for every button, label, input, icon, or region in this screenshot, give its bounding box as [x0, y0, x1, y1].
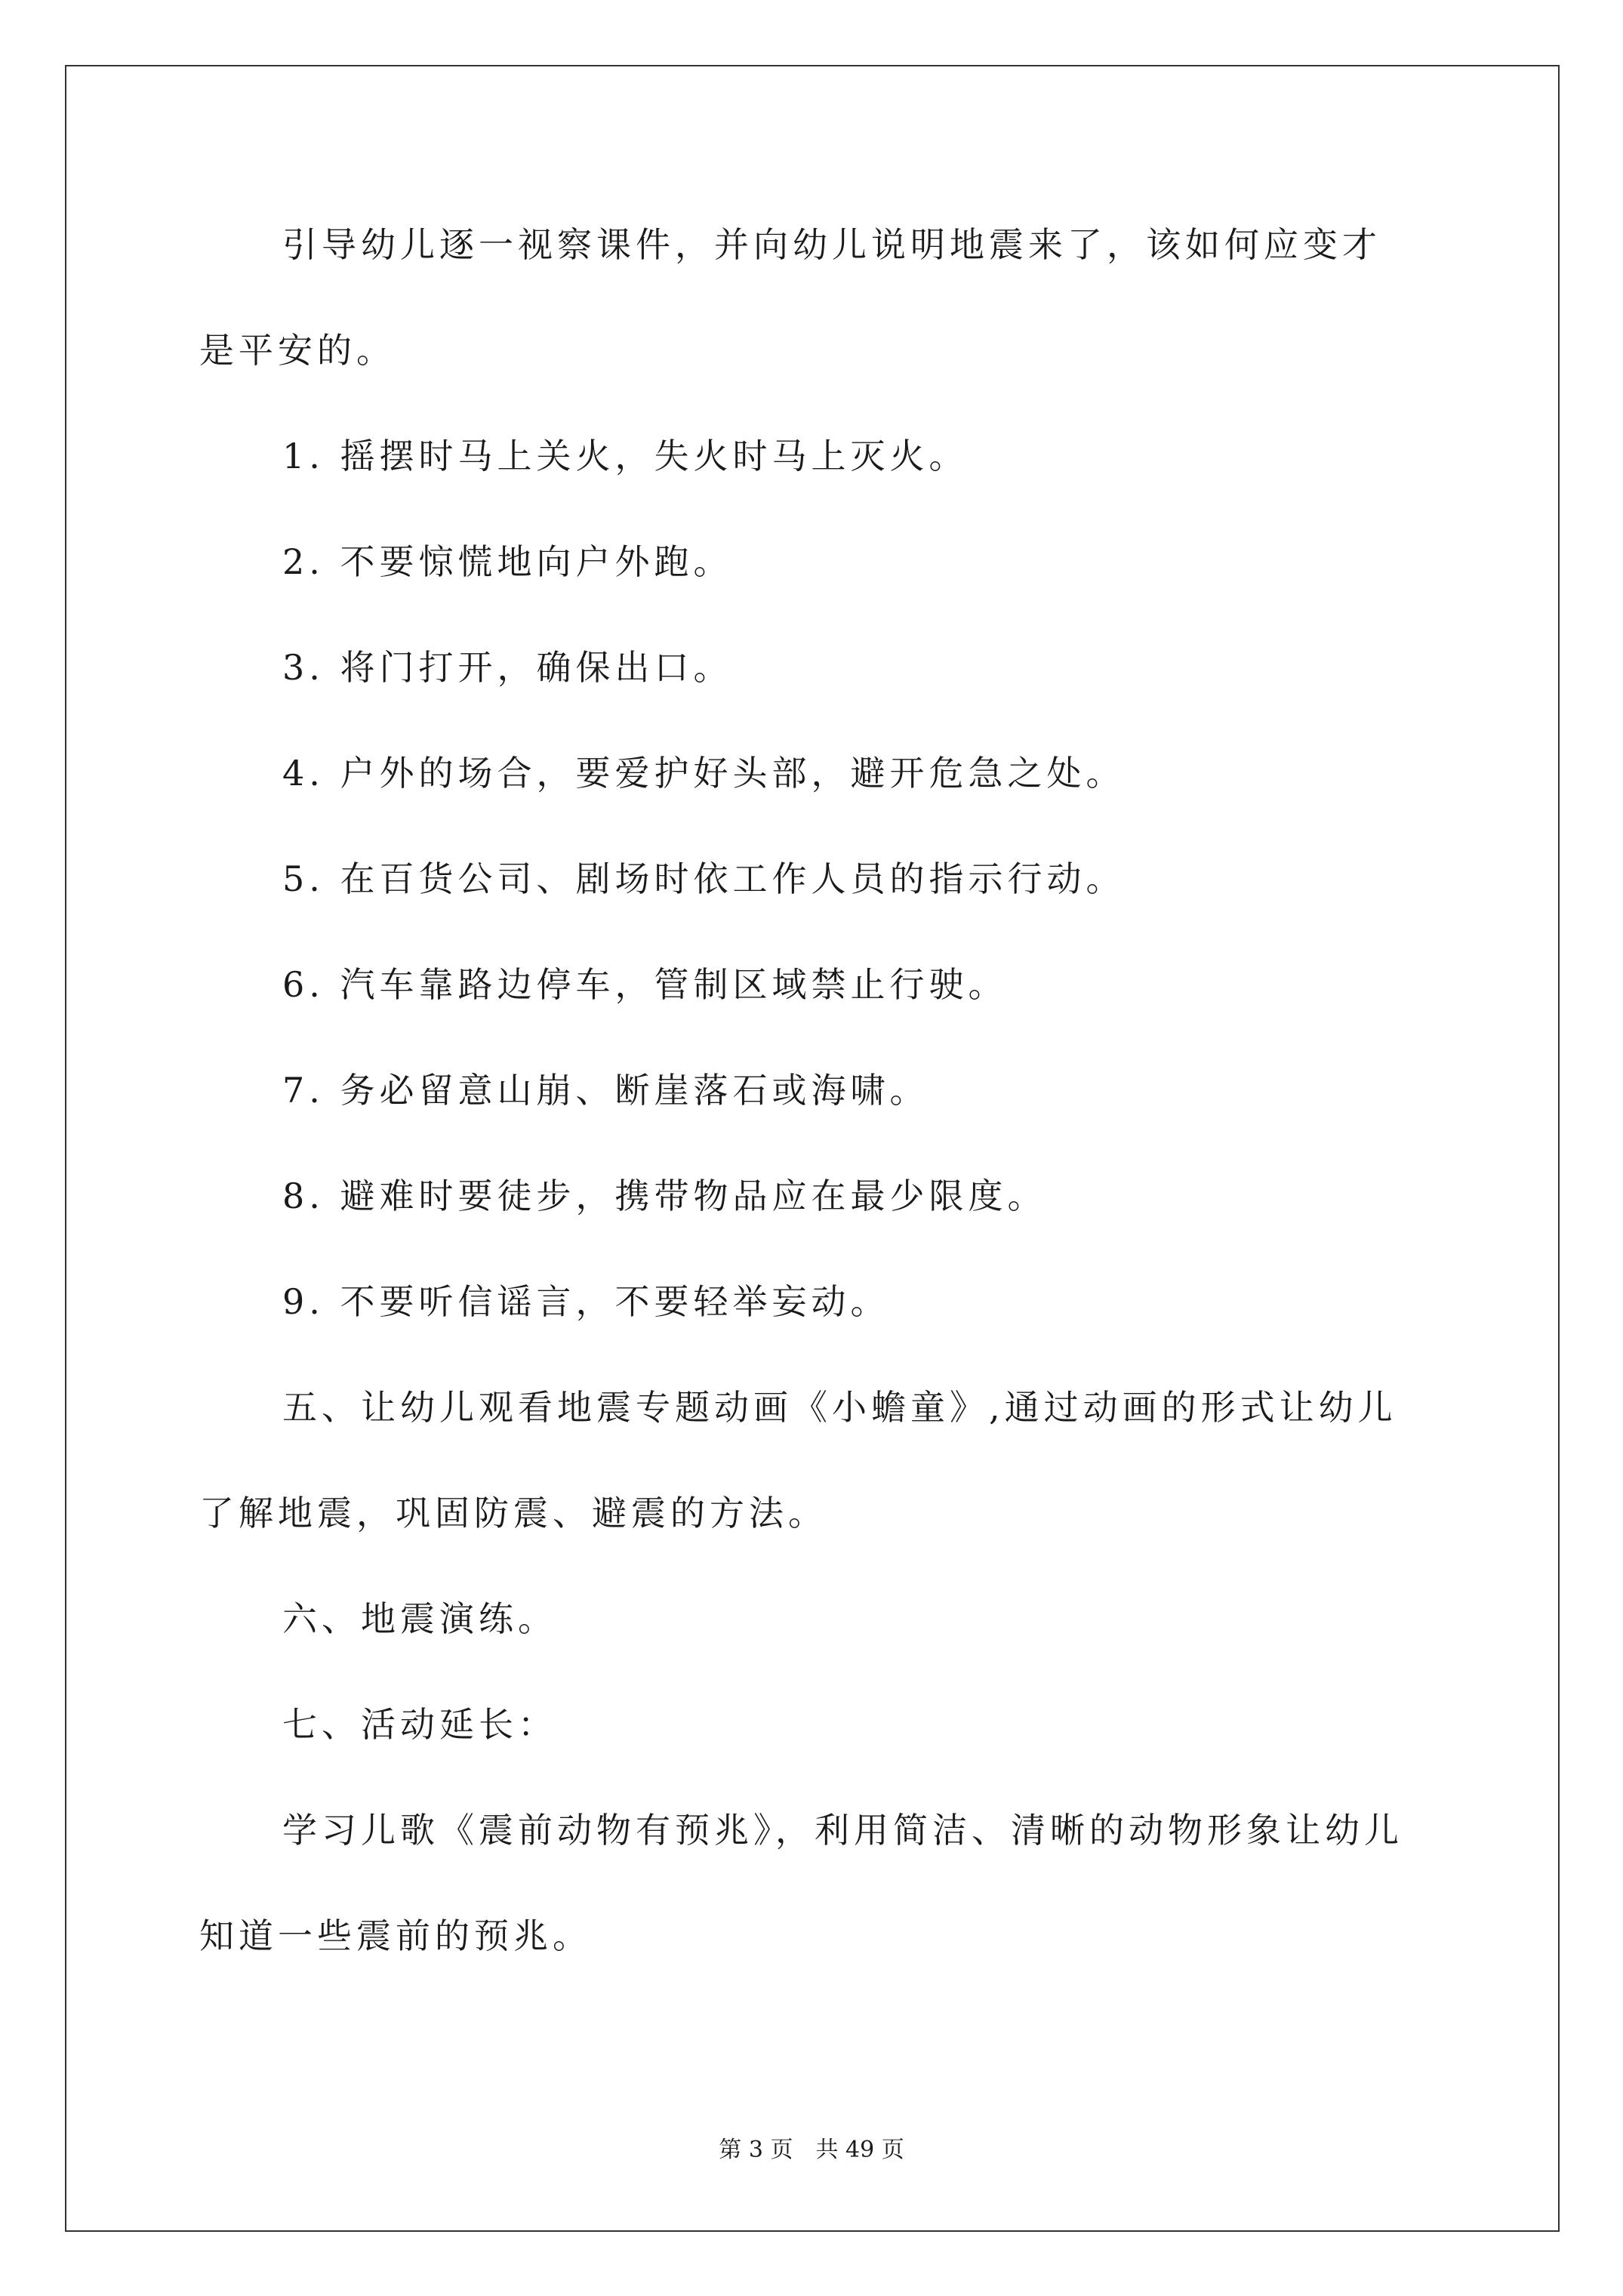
section-heading: 七、活动延长：: [282, 1704, 557, 1745]
page-number-footer: 第 3 页 共 49 页: [719, 2137, 904, 2163]
paragraph-line: 学习儿歌《震前动物有预兆》，利用简洁、清晰的动物形象让幼儿: [282, 1810, 1403, 1851]
section-heading: 六、地震演练。: [282, 1598, 557, 1639]
paragraph-line: 五、让幼儿观看地震专题动画《小蟾童》,通过动画的形式让幼儿: [282, 1387, 1397, 1428]
list-item: 7. 务必留意山崩、断崖落石或海啸。: [282, 1070, 929, 1111]
list-item: 8. 避难时要徒步，携带物品应在最少限度。: [282, 1176, 1047, 1216]
list-item: 3. 将门打开，确保出口。: [282, 647, 733, 688]
list-item: 2. 不要惊慌地向户外跑。: [282, 541, 733, 582]
list-item: 4. 户外的场合，要爱护好头部，避开危急之处。: [282, 753, 1126, 794]
paragraph-line: 了解地震，巩固防震、避震的方法。: [199, 1493, 827, 1533]
paragraph-line: 知道一些震前的预兆。: [199, 1915, 592, 1956]
list-item: 5. 在百货公司、剧场时依工作人员的指示行动。: [282, 858, 1126, 899]
paragraph-line: 引导幼儿逐一视察课件，并向幼儿说明地震来了，该如何应变才: [282, 224, 1381, 265]
list-item: 1. 摇摆时马上关火，失火时马上灭火。: [282, 436, 969, 476]
list-item: 6. 汽车靠路边停车，管制区域禁止行驶。: [282, 964, 1008, 1005]
list-item: 9. 不要听信谣言，不要轻举妄动。: [282, 1281, 890, 1322]
paragraph-line: 是平安的。: [199, 330, 396, 371]
